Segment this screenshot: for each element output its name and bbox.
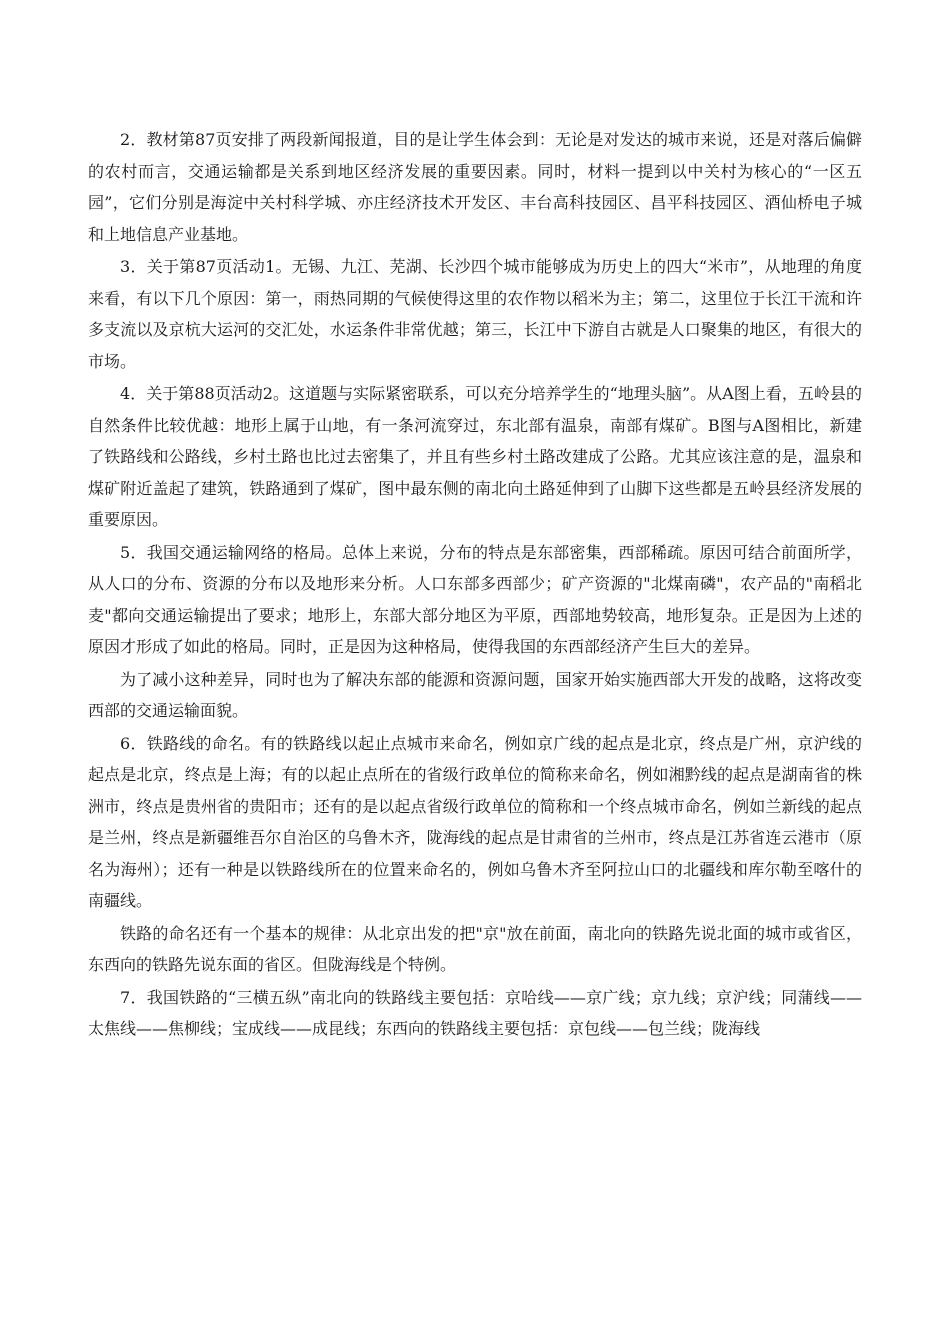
- paragraph-naming-rule: 铁路的命名还有一个基本的规律：从北京出发的把"京"放在前面，南北向的铁路先说北面的城市或省区，东西向的铁路先说东面的省区。但陇海线是个特例。: [88, 923, 862, 974]
- paragraph-7-railway-lines: 7．我国铁路的“三横五纵”南北向的铁路线主要包括：京哈线——京广线；京九线；京沪线；同蒲线——太焦线——焦柳线；宝成线——成昆线；东西向的铁路线主要包括：京包线——包兰线；陇海线: [88, 987, 862, 1038]
- paragraph-2-news-reports: 2．教材第87页安排了两段新闻报道，目的是让学生体会到：无论是对发达的城市来说，还是对落后偏僻的农村而言，交通运输都是关系到地区经济发展的重要因素。同时，材料一提到以中关村为核心的“一区五园”，它们分别是海淀中关村科学城、亦庄经济技术开发区、丰台高科技园区、昌平科技园区、酒仙桥电子城和上地信息产业基地。: [88, 130, 862, 244]
- paragraph-4-wuling-county: 4．关于第88页活动2。这道题与实际紧密联系，可以充分培养学生的“地理头脑”。从A图上看，五岭县的自然条件比较优越：地形上属于山地，有一条河流穿过，东北部有温泉，南部有煤矿。B图与A图相比，新建了铁路线和公路线，乡村土路也比过去密集了，并且有些乡村土路改建成了公路。尤其应该注意的是，温泉和煤矿附近盖起了建筑，铁路通到了煤矿，图中最东侧的南北向土路延伸到了山脚下这些都是五岭县经济发展的重要原因。: [88, 384, 862, 529]
- paragraph-3-rice-markets: 3．关于第87页活动1。无锡、九江、芜湖、长沙四个城市能够成为历史上的四大“米市”，从地理的角度来看，有以下几个原因：第一，雨热同期的气候使得这里的农作物以稻米为主；第二，这里位于长江干流和许多支流以及京杭大运河的交汇处，水运条件非常优越；第三，长江中下游自古就是人口聚集的地区，有很大的市场。: [88, 257, 862, 371]
- paragraph-6-railway-naming: 6．铁路线的命名。有的铁路线以起止点城市来命名，例如京广线的起点是北京，终点是广州，京沪线的起点是北京，终点是上海；有的以起止点所在的省级行政单位的简称来命名，例如湘黔线的起点是湖南省的株洲市，终点是贵州省的贵阳市；还有的是以起点省级行政单位的简称和一个终点城市命名，例如兰新线的起点是兰州，终点是新疆维吾尔自治区的乌鲁木齐，陇海线的起点是甘肃省的兰州市，终点是江苏省连云港市（原名为海州）；还有一种是以铁路线所在的位置来命名的，例如乌鲁木齐至阿拉山口的北疆线和库尔勒至喀什的南疆线。: [88, 733, 862, 910]
- paragraph-5-transport-network: 5．我国交通运输网络的格局。总体上来说，分布的特点是东部密集，西部稀疏。原因可结合前面所学，从人口的分布、资源的分布以及地形来分析。人口东部多西部少；矿产资源的"北煤南磷"，农产品的"南稻北麦"都向交通运输提出了要求；地形上，东部大部分地区为平原，西部地势较高，地形复杂。正是因为上述的原因才形成了如此的格局。同时，正是因为这种格局，使得我国的东西部经济产生巨大的差异。: [88, 542, 862, 656]
- document-body: [88, 124, 862, 1046]
- paragraph-western-development: 为了减小这种差异，同时也为了解决东部的能源和资源问题，国家开始实施西部大开发的战略，这将改变西部的交通运输面貌。: [88, 669, 862, 720]
